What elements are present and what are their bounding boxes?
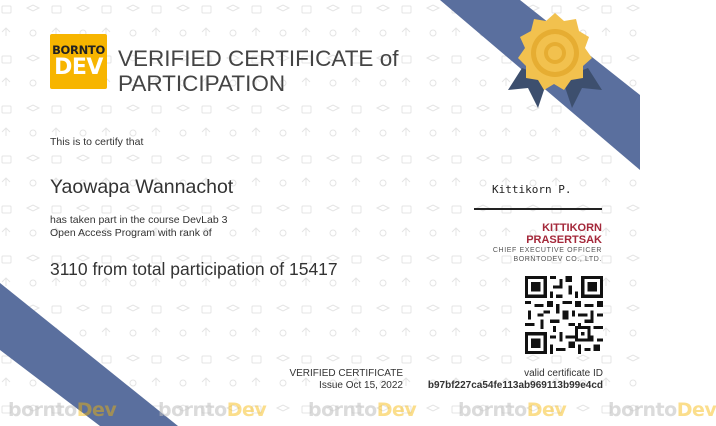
certificate-title [118,46,418,96]
signer-name-line2: PRASERTSAK [526,234,602,246]
logo-line1: BORNTO [52,43,105,57]
medal-badge-icon [500,8,610,118]
course-description [50,214,290,240]
title-line2: PARTICIPATION [118,71,286,96]
recipient-name: Yaowapa Wannachot [50,176,234,198]
certify-text: This is to certify that [50,136,144,148]
watermark: borntoDev [608,399,716,421]
qr-code-icon[interactable] [525,276,603,354]
watermark: borntoDev [458,399,567,421]
signature-line [474,208,602,210]
course-line1: has taken part in the course DevLab 3 [50,214,228,226]
issue-label: VERIFIED CERTIFICATE [289,368,403,379]
title-line1: VERIFIED CERTIFICATE of [118,46,399,71]
issue-info [280,368,403,392]
signer-role-line1: CHIEF EXECUTIVE OFFICER [492,247,602,254]
watermark: borntoDev [158,399,267,421]
certificate-id-value[interactable]: b97bf227ca54fe113ab969113b99e4cd [427,380,603,391]
certificate-id-block [404,368,603,392]
handwritten-signature: Kittikorn P. [492,183,572,196]
logo-line2: DEV [54,55,103,80]
signer-name-line1: KITTIKORN [542,222,602,234]
course-line2: Open Access Program with rank of [50,227,212,239]
signer-role-line2: BORNTODEV CO., LTD. [513,255,602,263]
borntodev-logo [50,34,107,89]
watermark: borntoDev [308,399,417,421]
signer-role [466,247,602,264]
certificate-id-label: valid certificate ID [524,368,603,379]
signer-name [470,222,602,246]
rank-text: 3110 from total participation of 15417 [50,259,338,279]
issue-date: Issue Oct 15, 2022 [319,380,403,391]
watermark: borntoDev [8,399,117,421]
